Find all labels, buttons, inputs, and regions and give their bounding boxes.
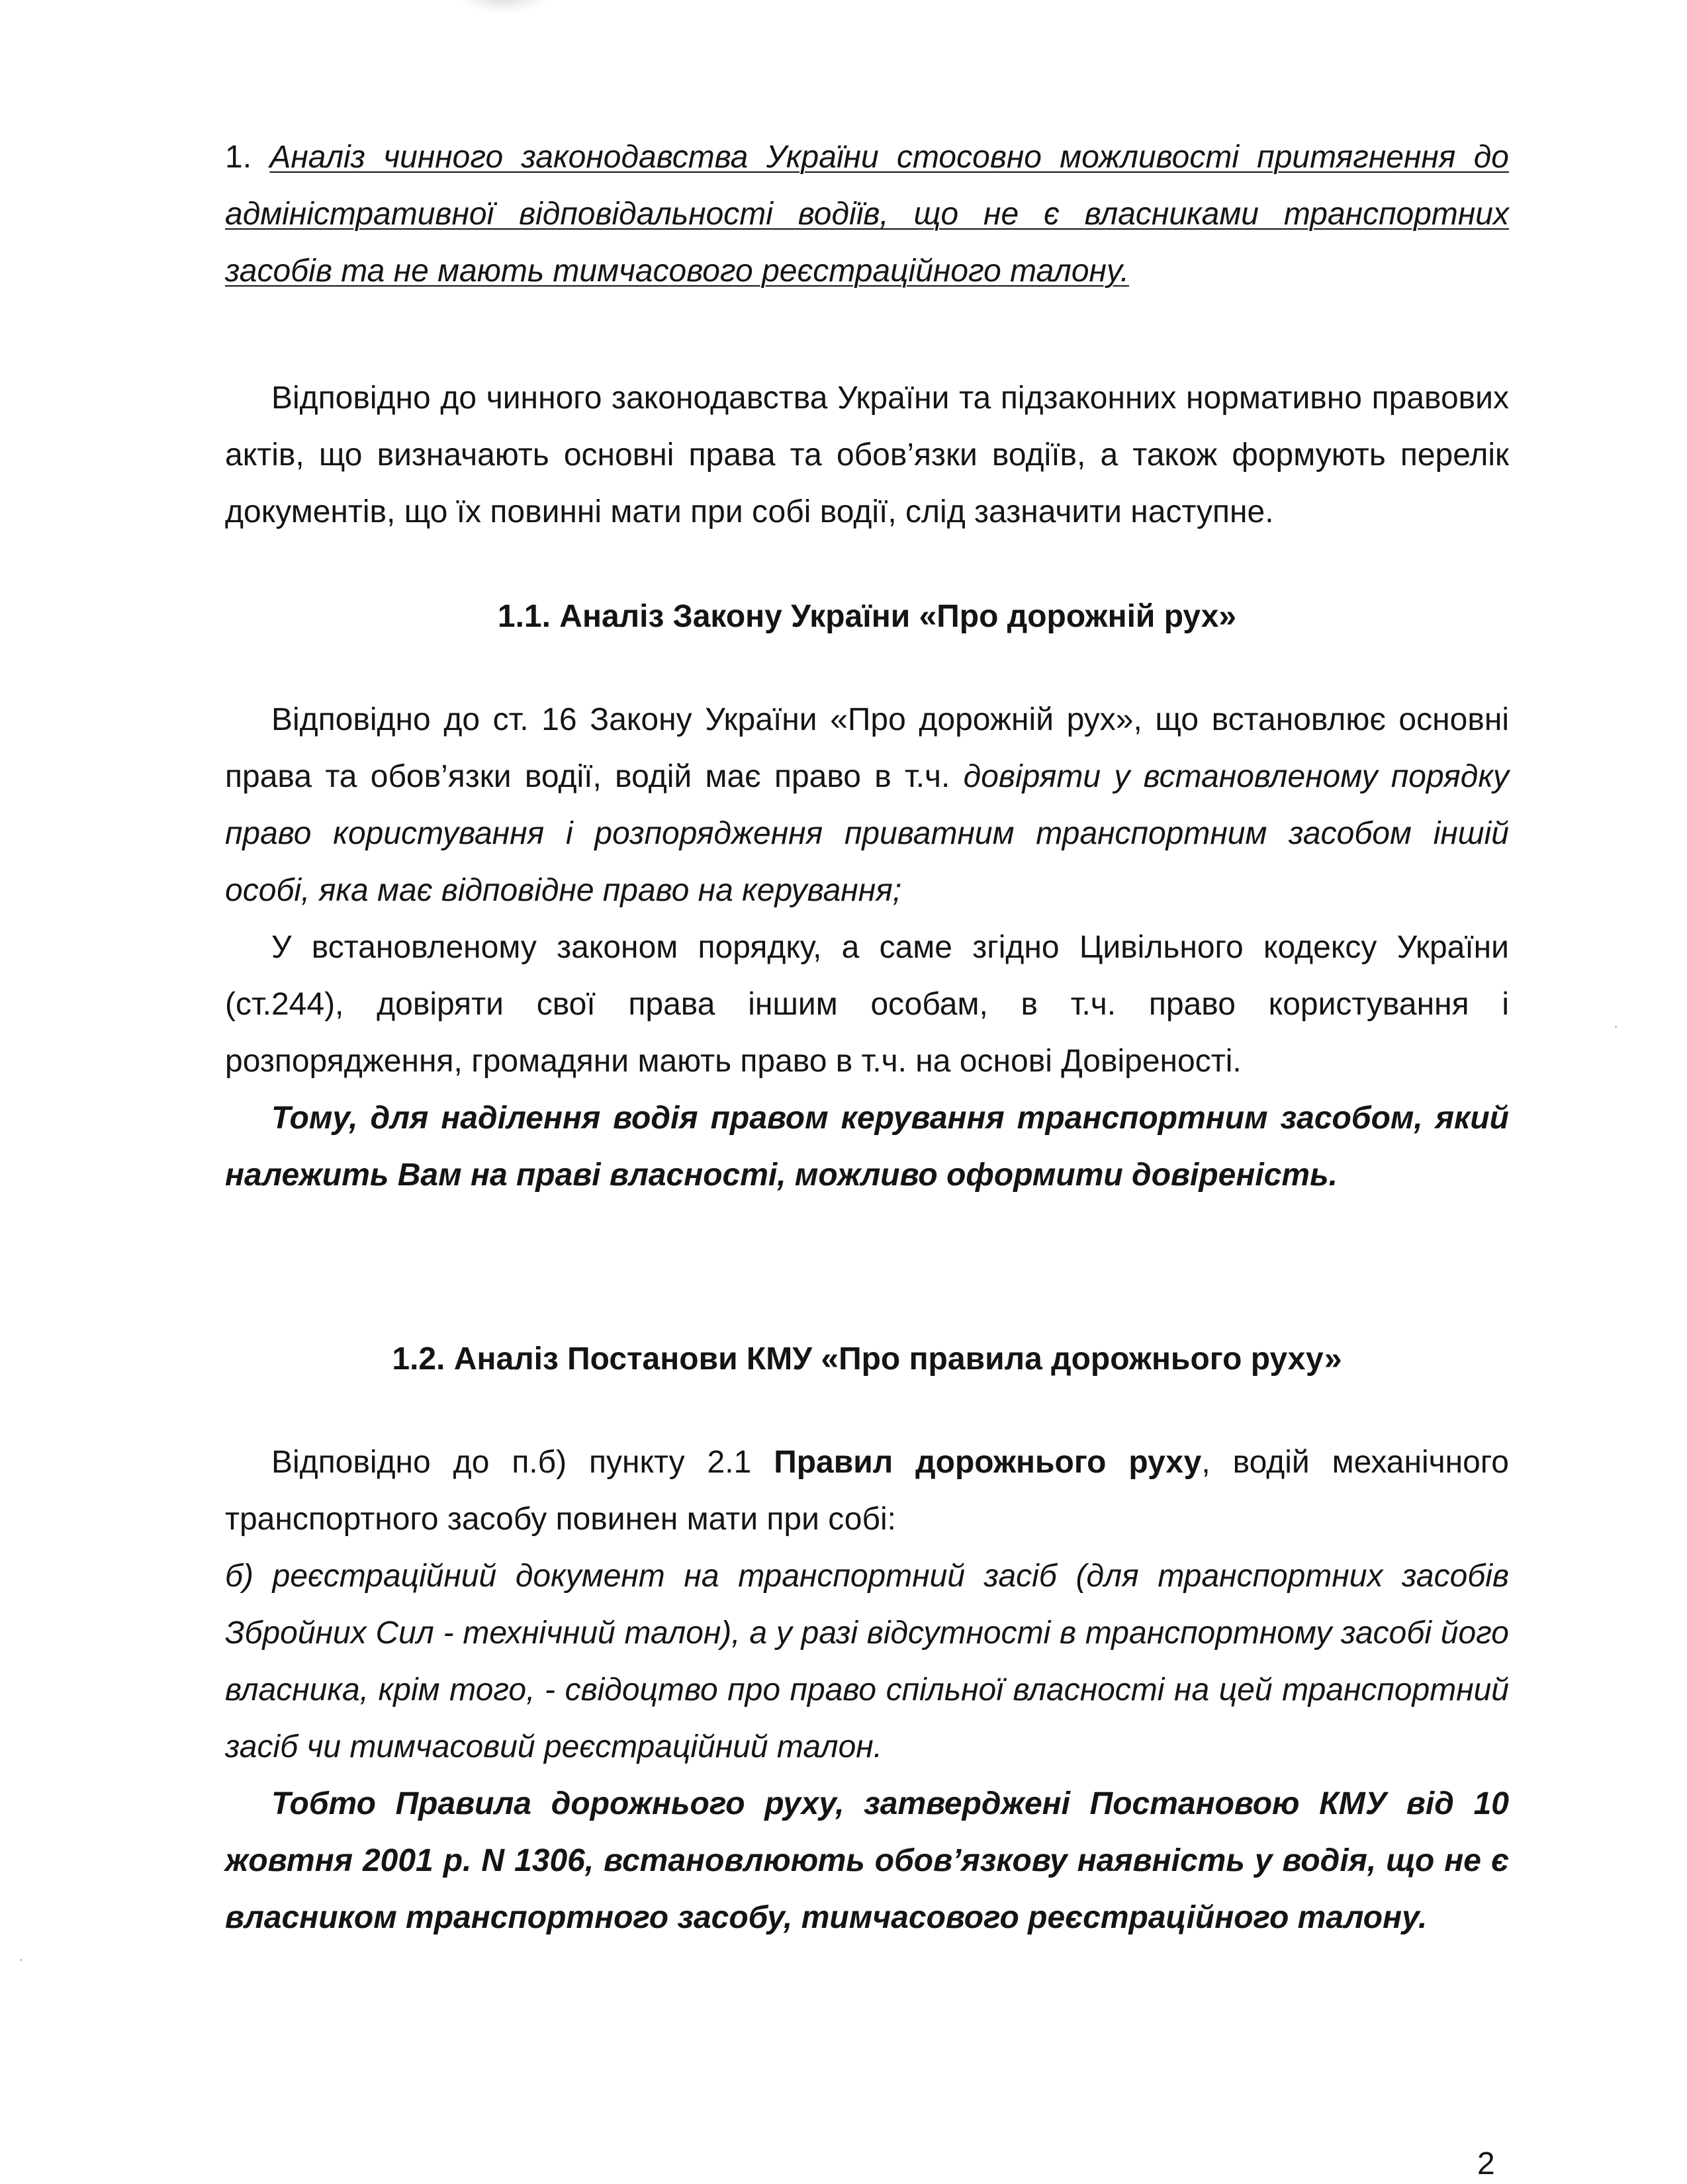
section-1-1-p1-text: Відповідно до ст. 16 Закону України «Про дорожній рух», що встановлює основні права та обов’язки водії, водій має право в т.ч. (225, 702, 1509, 794)
section-1-number: 1. (225, 140, 270, 175)
document-body (225, 129, 1509, 1946)
scan-artifact (457, 0, 549, 13)
section-1-1-paragraph-1 (225, 692, 1509, 919)
section-1-1-p1-quote: довіряти у встановленому порядку право користування і розпорядження приватним транспортним засобом іншій особі, яка має відповідне право на керування; (225, 759, 1509, 908)
section-1-title (225, 129, 1509, 300)
section-1-2-quote: б) реєстраційний документ на транспортний засіб (для транспортних засобів Збройних Сил - технічний талон), а у разі відсутності в транспортному засобі його власника, крім того, - свідоцтво про право спільної власності на цей транспортний засіб чи тимчасовий реєстраційний талон. (225, 1559, 1509, 1764)
scan-speck (1615, 1026, 1617, 1028)
section-1-1-heading: 1.1. Аналіз Закону України «Про дорожній рух» (497, 599, 1237, 634)
section-1-1-conclusion: Тому, для наділення водія правом керування транспортним засобом, який належить Вам на праві власності, можливо оформити довіреність. (225, 1101, 1509, 1193)
section-1-2-heading: 1.2. Аналіз Постанови КМУ «Про правила дорожнього руху» (392, 1342, 1342, 1377)
section-1-2-paragraph-1 (225, 1434, 1509, 1548)
section-1-2-p1-bold: Правил дорожнього руху (774, 1445, 1202, 1480)
section-1-title-text: Аналіз чинного законодавства України стосовно можливості притягнення до адміністративної відповідальності водіїв, що не є власниками транспортних засобів та не мають тимчасового реєстраційного талону. (225, 140, 1509, 289)
section-1-2-p1-before: Відповідно до п.б) пункту 2.1 (271, 1445, 774, 1480)
section-1-1-paragraph-2: У встановленому законом порядку, а саме згідно Цивільного кодексу України (ст.244), довіряти свої права іншим особам, в т.ч. право користування і розпорядження, громадяни мають право в т.ч. на основі Довіреності. (225, 930, 1509, 1079)
section-1-2-p1-after: , водій механічного транспортного засобу повинен мати при собі: (225, 1445, 1510, 1537)
scan-speck (20, 1959, 22, 1961)
intro-paragraph: Відповідно до чинного законодавства України та підзаконних нормативно правових актів, що визначають основні права та обов’язки водіїв, а також формують перелік документів, що їх повинні мати при собі водії, слід зазначити наступне. (225, 381, 1509, 529)
page-number: 2 (1477, 2146, 1495, 2181)
section-1-2-conclusion: Тобто Правила дорожнього руху, затверджені Постановою КМУ від 10 жовтня 2001 р. N 1306, встановлюють обов’язкову наявність у водія, що не є власником транспортного засобу, тимчасового реєстраційного талону. (225, 1786, 1509, 1935)
